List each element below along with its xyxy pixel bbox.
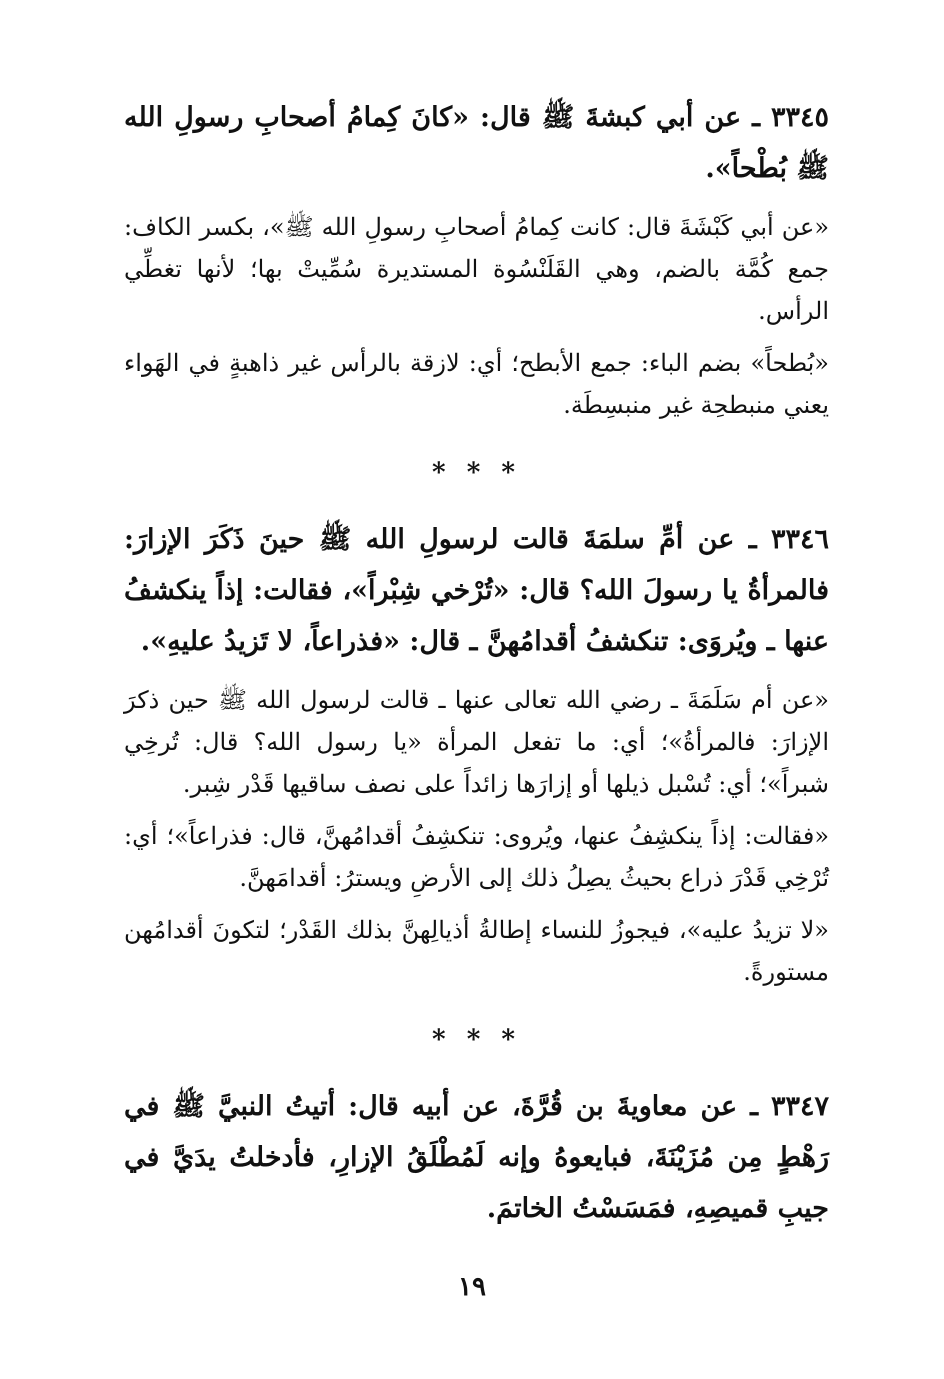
hadith-3346: ٣٣٤٦ ـ عن أمِّ سلمَةَ قالت لرسولِ الله ﷺ حينَ ذَكَرَ الإزارَ: فالمرأةُ يا رسولَ الله؟ قال: «تُرْخي شِبْراً»، فقالت: إذاً ينكشفُ عنها ـ ويُروَى: تنكشفُ أقدامُهنَّ ـ قال: «فذراعاً، لا تَزيدُ عليهِ». (124, 524, 829, 657)
commentary-3346-3: «لا تزيدُ عليه»، فيجوزُ للنساء إطالةُ أذيالِهنَّ بذلك القَدْر؛ لتكونَ أقدامُهن مستورةً. (124, 916, 829, 986)
section-separator: * * * (432, 1025, 521, 1055)
hadith-3345: ٣٣٤٥ ـ عن أبي كبشةَ ﷺ قال: «كانَ كِمامُ أصحابِ رسولِ الله ﷺ بُطْحاً». (124, 102, 829, 184)
commentary-3346-1: «عن أم سَلَمَةَ ـ رضي الله تعالى عنها ـ قالت لرسول الله ﷺ حين ذكرَ الإزارَ: فالمرأةُ»؛ أي: ما تفعل المرأة «يا رسول الله؟ قال: تُرخِي شبراً»؛ أي: تُسْبل ذيلها أو إزارَها زائداً على نصف ساقيها قَدْر شِبر. (124, 686, 830, 798)
commentary-3345-2: «بُطحاً» بضم الباء: جمع الأبطح؛ أي: لازقة بالرأس غير ذاهبةٍ في الهَواء يعني منبطحِة غير منبسِطَة. (124, 349, 829, 419)
hadith-3347: ٣٣٤٧ ـ عن معاويةَ بن قُرَّةَ، عن أبيه قال: أتيتُ النبيَّ ﷺ في رَهْطٍ مِن مُزَيْنَةَ، فبايعوهُ وإنه لَمُطْلَقُ الإزارِ، فأدخلتُ يدَيَّ في جيبِ قميصِهِ، فمَسَسْتُ الخاتمَ. (124, 1091, 829, 1224)
page-content (124, 92, 829, 1234)
section-separator: * * * (432, 458, 521, 488)
commentary-3345-1: «عن أبي كَبْشَةَ قال: كانت كِمامُ أصحابِ رسولِ الله ﷺ»، بكسر الكاف: جمع كُمَّة بالضم، وهي القَلَنْسُوة المستديرة سُمِّيتْ بها؛ لأنها تغطِّي الرأس. (124, 213, 829, 325)
page-number: ١٩ (458, 1272, 486, 1302)
commentary-3346-2: «فقالت: إذاً ينكشِفُ عنها، ويُروى: تنكشِفُ أقدامُهنَّ، قال: فذراعاً»؛ أي: تُرْخِي قَدْرَ ذراع بحيثُ يصِلُ ذلك إلى الأرضِ ويسترُ: أقدامَهنَّ. (124, 822, 829, 892)
